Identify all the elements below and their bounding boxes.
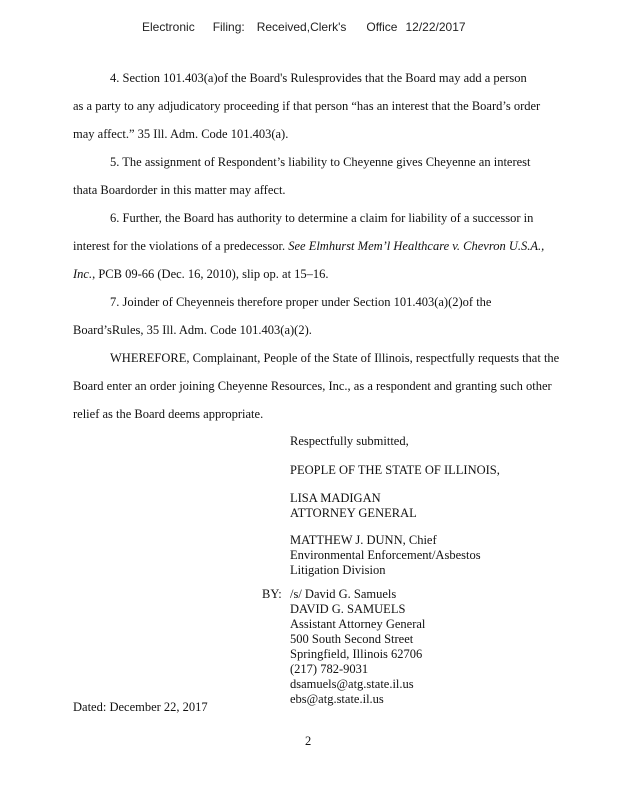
respectfully-submitted: Respectfully submitted, — [290, 434, 409, 448]
text-run: interest for the violations of a predecessor. — [73, 239, 286, 253]
text-line: Board’sRules, 35 Ill. Adm. Code 101.403(a)(2). — [73, 323, 312, 337]
text-line: 5. The assignment of Respondent’s liability to Cheyenne gives Cheyenne an interest — [110, 155, 531, 169]
citation-italic: See Elmhurst Mem’l Healthcare v. Chevron U.S.A., — [288, 239, 545, 253]
header-word: Filing: — [212, 20, 245, 34]
chief-name: MATTHEW J. DUNN, Chief — [290, 533, 437, 547]
ag-name: LISA MADIGAN — [290, 491, 381, 505]
text-line: relief as the Board deems appropriate. — [73, 407, 264, 421]
text-line: may affect.” 35 Ill. Adm. Code 101.403(a). — [73, 127, 289, 141]
header-word: Office — [366, 20, 398, 34]
header-word: Received,Clerk's — [256, 20, 347, 34]
electronic-signature: /s/ David G. Samuels — [290, 587, 397, 601]
email-link[interactable]: ebs@atg.state.il.us — [290, 692, 384, 706]
by-label: BY: — [262, 587, 282, 601]
text-line: thata Boardorder in this matter may affect. — [73, 183, 286, 197]
text-line: Board enter an order joining Cheyenne Resources, Inc., as a respondent and granting such other — [73, 379, 552, 393]
header-word: 12/22/2017 — [405, 20, 466, 34]
text-line: as a party to any adjudicatory proceeding if that person “has an interest that the Board’s order — [73, 99, 541, 113]
chief-division: Litigation Division — [290, 563, 386, 577]
signatory-title: Assistant Attorney General — [290, 617, 426, 631]
email-link[interactable]: dsamuels@atg.state.il.us — [290, 677, 414, 691]
phone-number: (217) 782-9031 — [290, 662, 369, 676]
page-number: 2 — [305, 734, 312, 748]
signatory-block — [290, 587, 425, 707]
header-word: Electronic — [142, 20, 195, 34]
citation-italic: Inc. — [73, 267, 93, 281]
dated-line: Dated: December 22, 2017 — [73, 700, 208, 714]
address-street: 500 South Second Street — [290, 632, 414, 646]
text-line: WHEREFORE, Complainant, People of the State of Illinois, respectfully requests that the — [110, 351, 560, 365]
ag-title: ATTORNEY GENERAL — [290, 506, 417, 520]
text-line — [73, 239, 544, 254]
attorney-general-block — [290, 491, 417, 521]
text-line: 4. Section 101.403(a)of the Board's Rulesprovides that the Board may add a person — [110, 71, 527, 85]
filing-header — [142, 20, 466, 34]
chief-division: Environmental Enforcement/Asbestos — [290, 548, 481, 562]
address-city: Springfield, Illinois 62706 — [290, 647, 423, 661]
text-line: 7. Joinder of Cheyenneis therefore proper under Section 101.403(a)(2)of the — [110, 295, 492, 309]
signatory-name: DAVID G. SAMUELS — [290, 602, 406, 616]
text-line: 6. Further, the Board has authority to determine a claim for liability of a successor in — [110, 211, 534, 225]
chief-block — [290, 533, 481, 578]
text-line — [73, 267, 329, 282]
text-run: , PCB 09-66 (Dec. 16, 2010), slip op. at 15–16. — [92, 267, 329, 281]
people-line: PEOPLE OF THE STATE OF ILLINOIS, — [290, 463, 500, 477]
